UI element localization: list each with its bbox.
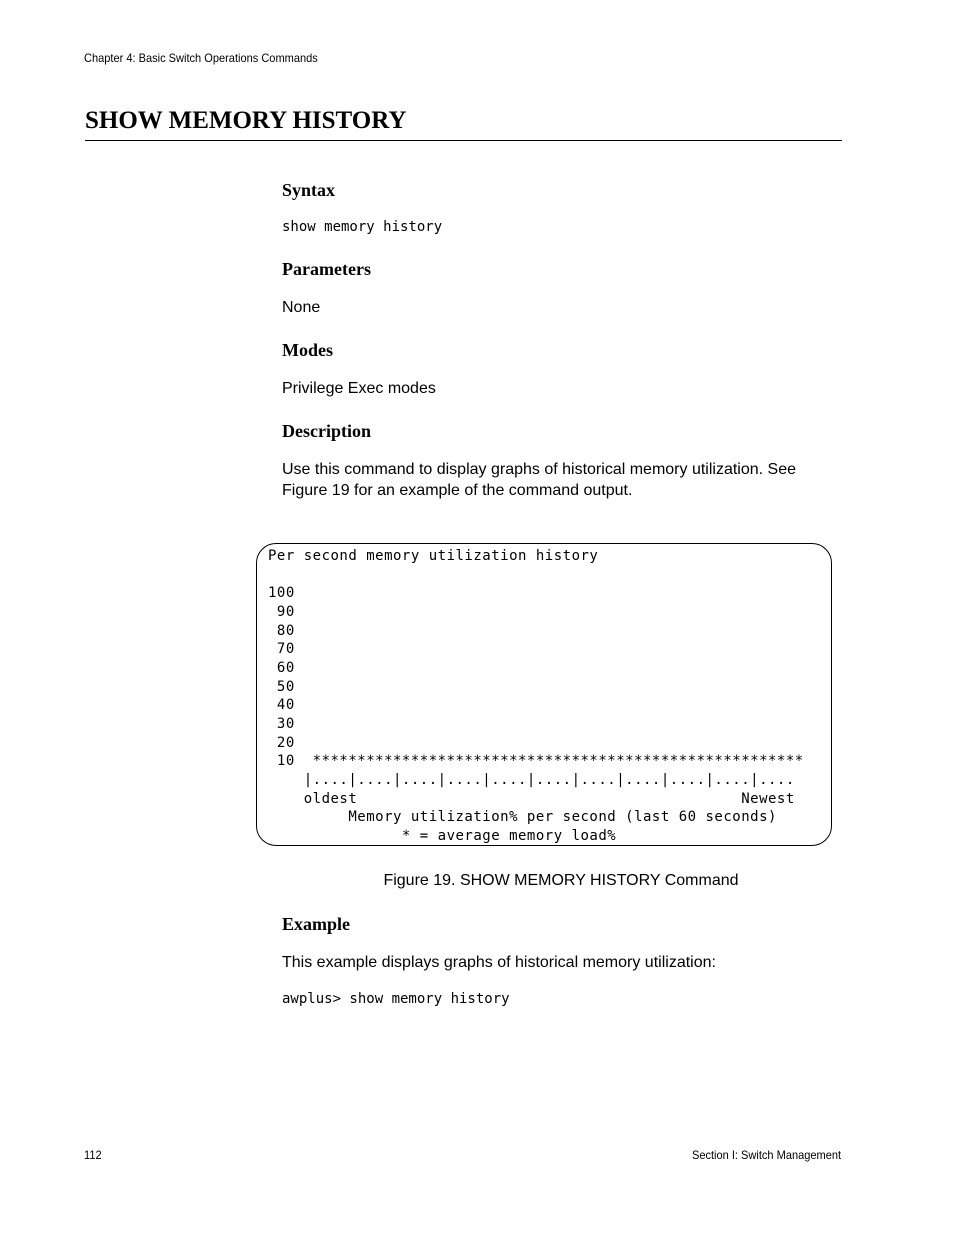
description-heading: Description (282, 421, 371, 441)
running-header: Chapter 4: Basic Switch Operations Commands (84, 51, 318, 65)
title-divider (85, 140, 842, 141)
command-output-figure (256, 543, 832, 846)
description-text: Use this command to display graphs of historical memory utilization. See Figure 19 for an example of the command output. (282, 461, 796, 499)
parameters-heading: Parameters (282, 259, 371, 279)
example-code: awplus> show memory history (282, 991, 510, 1007)
page-title: SHOW MEMORY HISTORY (85, 107, 407, 134)
figure-caption: Figure 19. SHOW MEMORY HISTORY Command (383, 872, 739, 889)
parameters-text: None (282, 299, 321, 316)
example-text: This example displays graphs of historical memory utilization: (282, 954, 716, 971)
syntax-heading: Syntax (282, 180, 336, 200)
modes-heading: Modes (282, 340, 333, 360)
page-number: 112 (84, 1148, 102, 1162)
running-footer-section: Section I: Switch Management (691, 1148, 841, 1162)
terminal-output: Per second memory utilization history 100 90 80 70 60 50 40 30 20 10 ******************************************************* |....|....|....|....|....|....|....|....|....|....|.... oldest Newest Memory utilization% per second (last 60 seconds) * = average memory load% (268, 548, 804, 844)
syntax-code: show memory history (282, 219, 443, 235)
modes-text: Privilege Exec modes (282, 380, 436, 397)
example-heading: Example (282, 914, 351, 934)
